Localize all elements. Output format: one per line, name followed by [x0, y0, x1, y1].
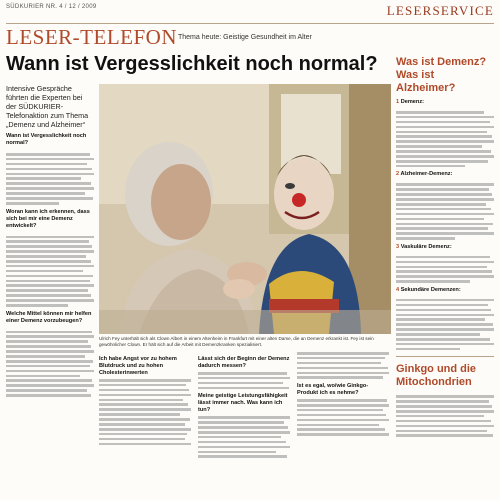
masthead-section: LESERSERVICE: [386, 3, 494, 18]
sidebar-title: Was ist Demenz? Was ist Alzheimer?: [396, 56, 487, 94]
sidebar-item-heading: [396, 244, 494, 250]
article-headline: Wann ist Vergesslichkeit noch normal?: [6, 53, 378, 75]
article-photo: [99, 84, 391, 334]
article-column-left: [6, 84, 94, 399]
sidebar-infobox: [396, 56, 494, 500]
sidebar-item-heading: [396, 171, 494, 177]
article-column-lower-2: [198, 352, 290, 460]
article-column-lower-1: [99, 352, 191, 447]
sidebar-item-number: 1: [396, 99, 400, 105]
body-text-block: [6, 331, 94, 397]
question-heading: Lässt sich der Beginn der Demenz dadurch messen?: [198, 356, 290, 369]
masthead: [6, 3, 494, 24]
body-text-block: [396, 395, 494, 437]
sidebar-item-label: Sekundäre Demenzen:: [400, 286, 461, 293]
body-text-block: [396, 111, 494, 167]
body-text-block: [396, 183, 494, 239]
body-text-block: [396, 299, 494, 351]
masthead-issue: SÜDKURIER NR. 4 / 12 / 2009: [6, 4, 97, 10]
body-text-block: [6, 236, 94, 307]
article-intro: Intensive Gespräche führten die Experten bei der SÜDKURIER-Telefonaktion zum Thema „Demenz und Alzheimer“: [6, 84, 89, 129]
sidebar-item-number: 2: [396, 171, 400, 178]
sidebar-item-label: Vaskuläre Demenz:: [400, 243, 452, 250]
sidebar-item-label: Alzheimer-Demenz:: [400, 171, 453, 178]
question-heading: Ist es egal, wo/wie Ginkgo-Produkt ich es nehme?: [297, 383, 369, 397]
body-text-block: [198, 372, 290, 389]
sidebar-item-number: 4: [396, 286, 400, 293]
body-text-block: [6, 153, 94, 205]
question-heading: Woran kann ich erkennen, dass sich bei mir eine Demenz entwickelt?: [6, 208, 90, 229]
section-header: [6, 26, 494, 48]
section-title: LESER-TELEFON: [6, 25, 177, 49]
body-text-block: [198, 416, 290, 458]
sidebar-divider: [396, 356, 494, 357]
question-heading: Ich habe Angst vor zu hohem Blutdruck und zu hohen Cholesterinwerten: [99, 356, 177, 376]
body-text-block: [99, 379, 191, 445]
body-text-block: [297, 352, 389, 379]
sidebar-item-heading: [396, 99, 494, 105]
sidebar-item-label: Demenz:: [400, 99, 424, 105]
body-text-block: [297, 399, 389, 436]
sidebar-second-title: Ginkgo und die Mitochondrien: [396, 363, 477, 389]
body-text-block: [396, 256, 494, 283]
sidebar-item-heading: [396, 287, 494, 293]
sidebar-item-number: 3: [396, 243, 400, 250]
photo-caption: Ulrich Fey unterhält sich als Clown Albert in einem Altenheim in Frankfurt mit einer alten Dame, die an Demenz erkrankt ist. Fey ist sein gewöhnlicher Clown. Er hält sich auf die Arbeit mit Demenzkranken spezialisiert.: [99, 336, 374, 347]
question-heading: Welche Mittel können mir helfen einer Demenz vorzubeugen?: [6, 310, 92, 324]
article-column-lower-3: [297, 352, 389, 438]
question-heading: Meine geistige Leistungsfähigkeit lässt immer nach. Was kann ich tun?: [198, 393, 288, 414]
question-heading: Wann ist Vergesslichkeit noch normal?: [6, 133, 87, 146]
section-theme: Thema heute: Geistige Gesundheit im Alter: [178, 34, 312, 41]
